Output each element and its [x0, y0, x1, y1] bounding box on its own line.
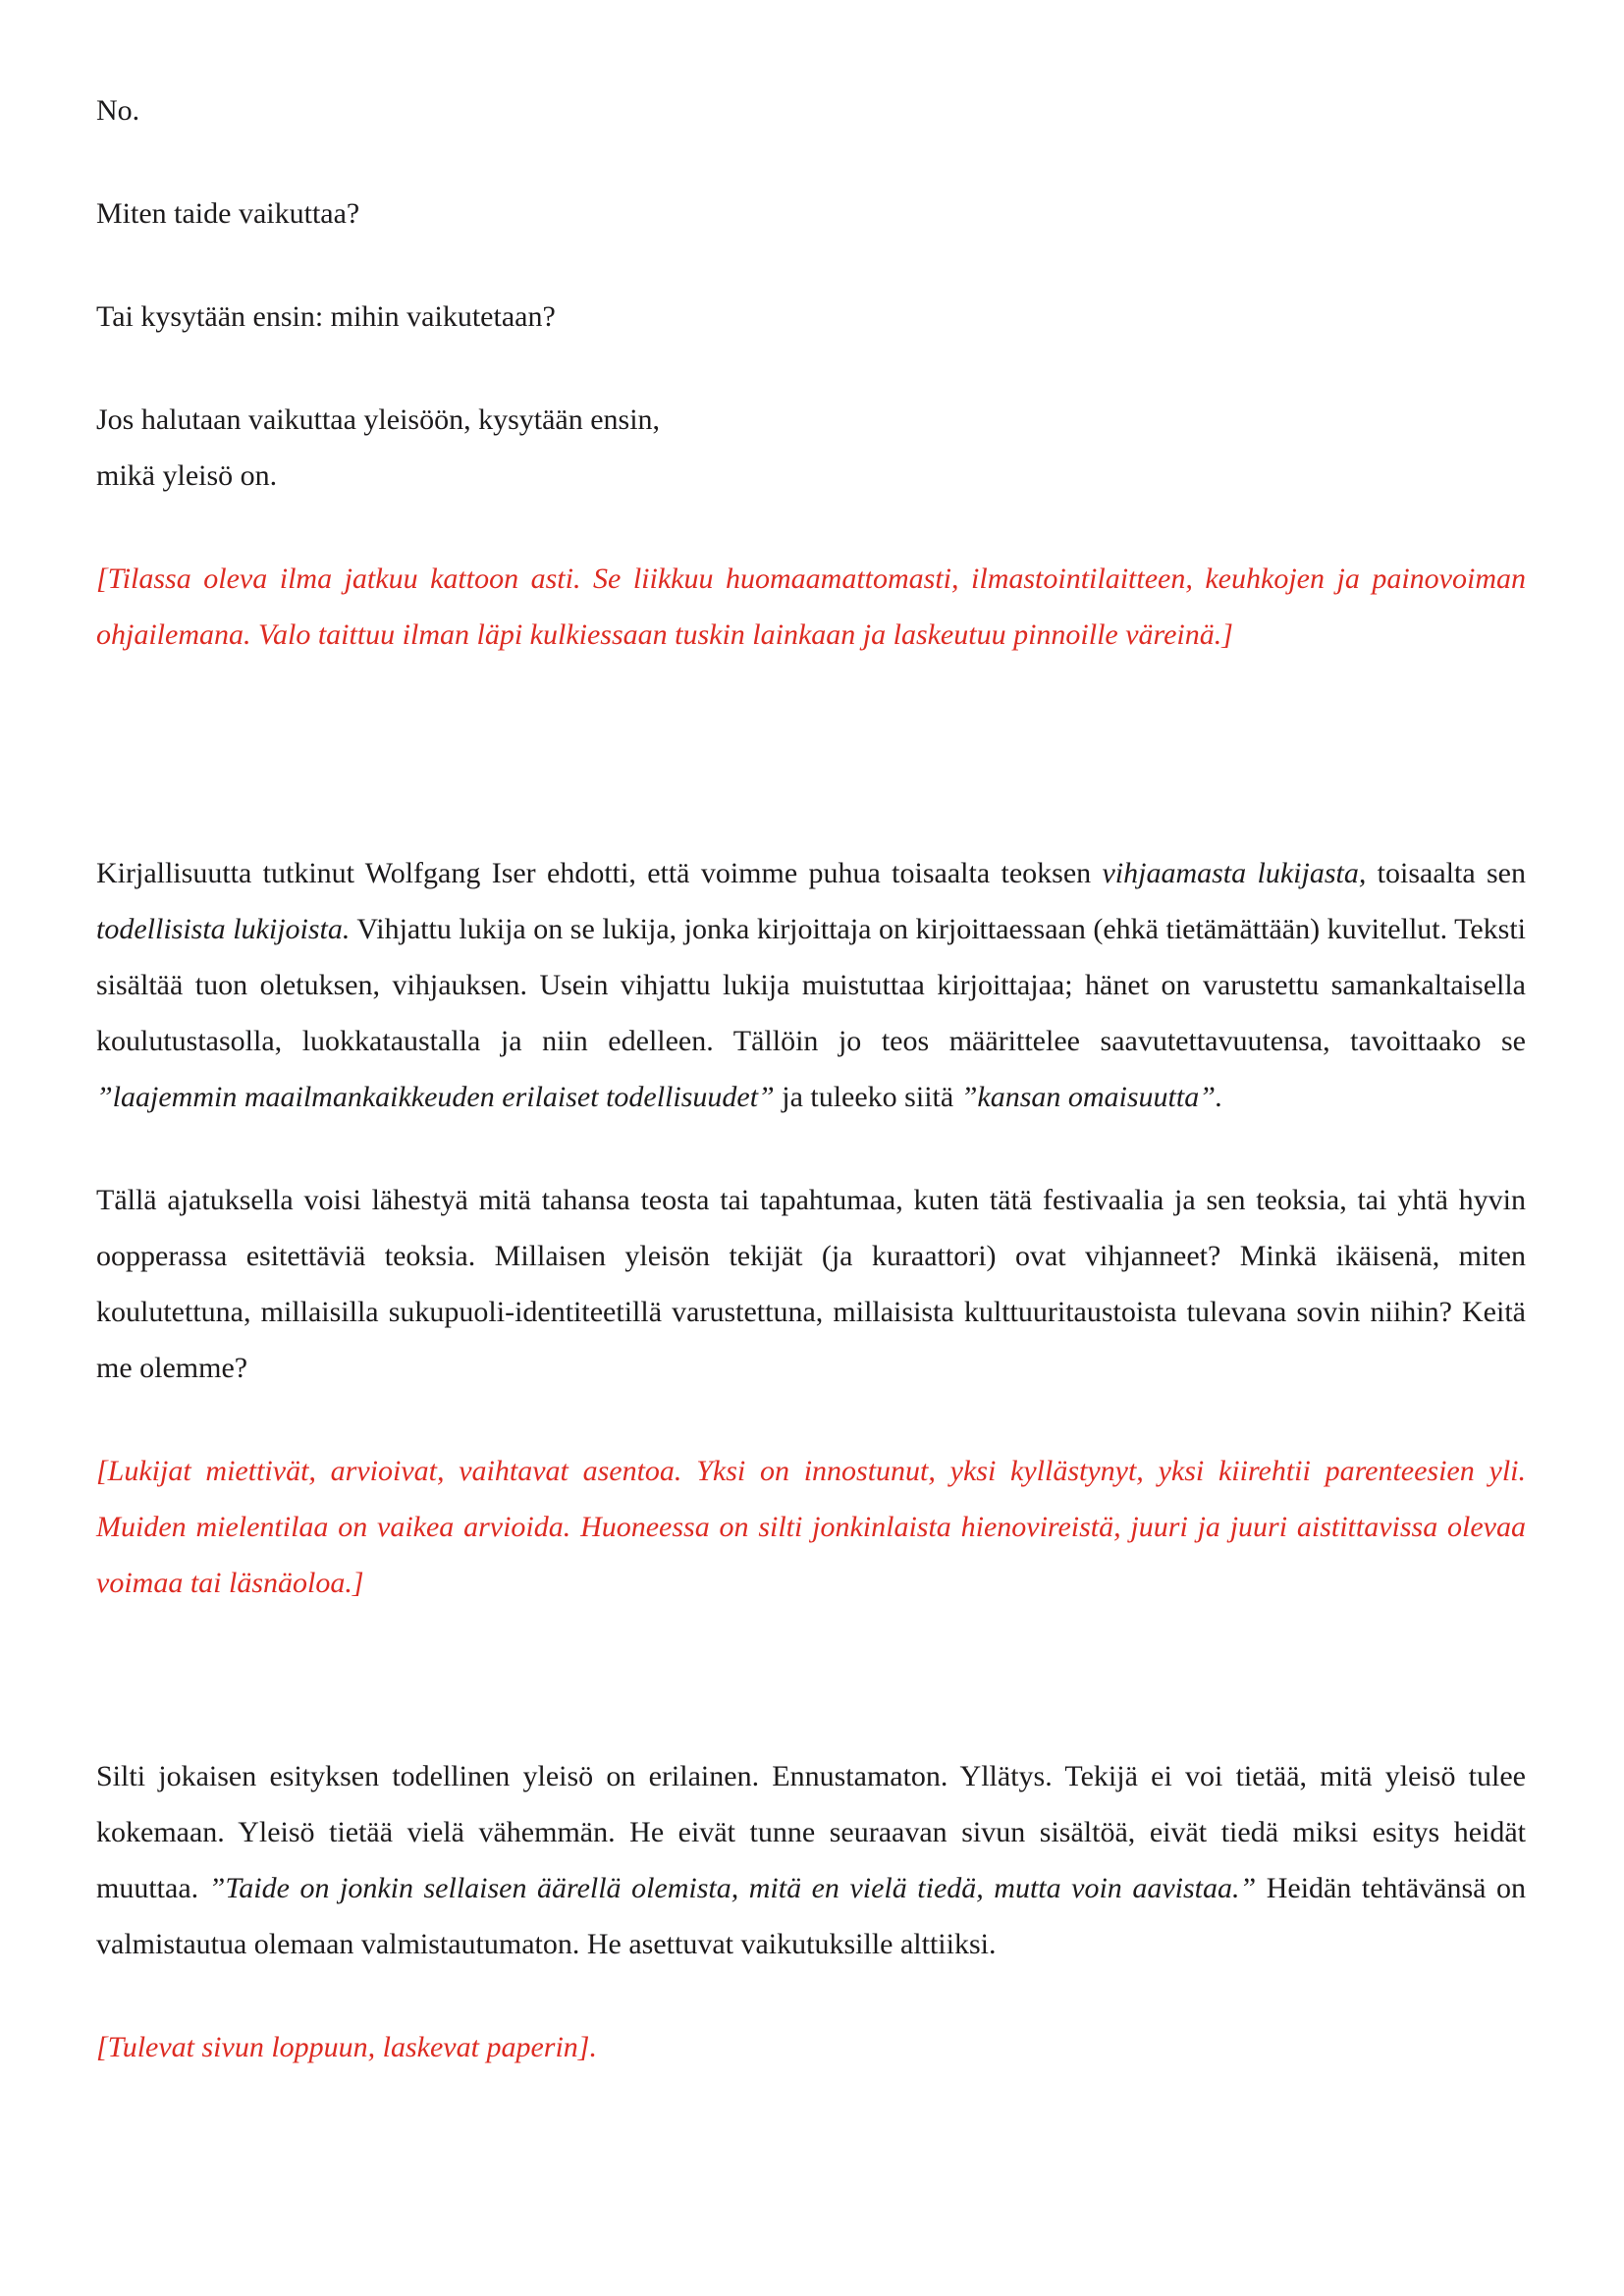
body-paragraph-iser: Kirjallisuutta tutkinut Wolfgang Iser ehdotti, että voimme puhua toisaalta teoksen vihjaamasta lukijasta, toisaalta sen todellisista lukijoista. Vihjattu lukija on se lukija, jonka kirjoittaja on kirjoittaessaan (ehkä tietämättään) kuvitellut. Teksti sisältää tuon oletuksen, vihjauksen. Usein vihjattu lukija muistuttaa kirjoittajaa; hänet on varustettu samankaltaisella koulutustasolla, luokkataustalla ja niin edelleen. Tällöin jo teos määrittelee saavutettavuutensa, tavoittaako se ”laajemmin maailmankaikkeuden erilaiset todellisuudet” ja tuleeko siitä ”kansan omaisuutta”. — [96, 857, 1526, 1113]
intro-line-3: Tai kysytään ensin: mihin vaikutetaan? — [96, 300, 556, 333]
intro-line-4 — [96, 392, 1526, 504]
body-paragraph-festival: Tällä ajatuksella voisi lähestyä mitä tahansa teosta tai tapahtumaa, kuten tätä festivaalia ja sen teoksia, tai yhtä hyvin oopperassa esitettäviä teoksia. Millaisen yleisön tekijät (ja kuraattori) ovat vihjanneet? Minkä ikäisenä, miten koulutettuna, millaisilla sukupuoli-identiteetillä varustettuna, millaisista kulttuuritaustoista tulevana sovin niihin? Keitä me olemme? — [96, 1184, 1526, 1384]
intro-line-1: No. — [96, 94, 140, 127]
intro-line-4b: mikä yleisö on. — [96, 459, 278, 492]
stage-direction-closing: [Tulevat sivun loppuun, laskevat paperin]. — [96, 2031, 597, 2063]
stage-direction-readers: [Lukijat miettivät, arvioivat, vaihtavat asentoa. Yksi on innostunut, yksi kyllästynyt, yksi kiirehtii parenteesien yli. Muiden mielentilaa on vaikea arvioida. Huoneessa on silti jonkinlaista hienovireistä, juuri ja juuri aistittavissa olevaa voimaa tai läsnäoloa.] — [96, 1455, 1526, 1599]
intro-line-2: Miten taide vaikuttaa? — [96, 197, 360, 230]
intro-line-4a: Jos halutaan vaikuttaa yleisöön, kysytään ensin, — [96, 403, 661, 436]
stage-direction-air: [Tilassa oleva ilma jatkuu kattoon asti. Se liikkuu huomaamattomasti, ilmastointilaitteen, keuhkojen ja painovoiman ohjailemana. Valo taittuu ilman läpi kulkiessaan tuskin lainkaan ja laskeutuu pinnoille väreinä.] — [96, 562, 1526, 651]
body-paragraph-audience: Silti jokaisen esityksen todellinen yleisö on erilainen. Ennustamaton. Yllätys. Tekijä ei voi tietää, mitä yleisö tulee kokemaan. Yleisö tietää vielä vähemmän. He eivät tunne seuraavan sivun sisältöä, eivät tiedä miksi esitys heidät muuttaa. ”Taide on jonkin sellaisen äärellä olemista, mitä en vielä tiedä, mutta voin aavistaa.” Heidän tehtävänsä on valmistautua olemaan valmistautumaton. He asettuvat vaikutuksille alttiiksi. — [96, 1760, 1526, 1960]
